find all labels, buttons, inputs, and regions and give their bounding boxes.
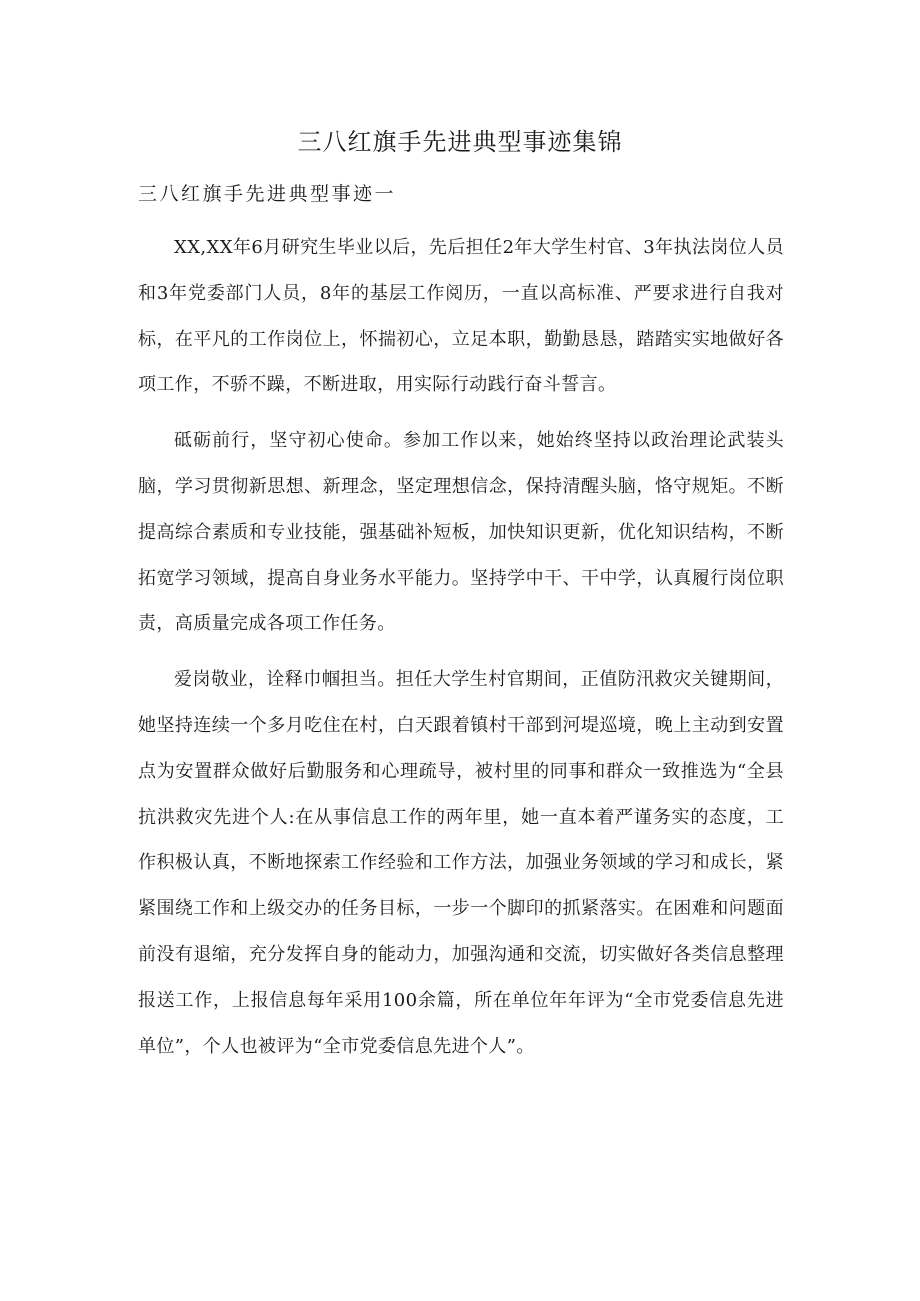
paragraph-dedication: 爱岗敬业，诠释巾帼担当。担任大学生村官期间，正值防汛救灾关键期间，她坚持连续一个多月吃住在村，白天跟着镇村干部到河堤巡境，晚上主动到安置点为安置群众做好后勤服务和心理疏导，被村里的同事和群众一致推选为“全县抗洪救灾先进个人:在从事信息工作的两年里，她一直本着严谨务实的态度，工作积极认真，不断地探索工作经验和工作方法，加强业务领域的学习和成长，紧紧围绕工作和上级交办的任务目标，一步一个脚印的抓紧落实。在困难和问题面前没有退缩，充分发挥自身的能动力，加强沟通和交流，切实做好各类信息整理报送工作，上报信息每年采用100余篇，所在单位年年评为“全市党委信息先进单位”，个人也被评为“全市党委信息先进个人”。 bbox=[138, 669, 784, 1057]
paragraph-intro: XX,XX年6月研究生毕业以后，先后担任2年大学生村官、3年执法岗位人员和3年党委部门人员，8年的基层工作阅历，一直以高标准、严要求进行自我对标，在平凡的工作岗位上，怀揣初心，立足本职，勤勤恳恳，踏踏实实地做好各项工作，不骄不躁，不断进取，用实际行动践行奋斗誓言。 bbox=[138, 237, 784, 396]
document-title: 三八红旗手先进典型事迹集锦 bbox=[297, 128, 623, 156]
paragraph-mission: 砥砺前行，坚守初心使命。参加工作以来，她始终坚持以政治理论武装头脑，学习贯彻新思想、新理念，坚定理想信念，保持清醒头脑，恪守规矩。不断提高综合素质和专业技能，强基础补短板，加快知识更新，优化知识结构，不断拓宽学习领域，提高自身业务水平能力。坚持学中干、干中学，认真履行岗位职责，高质量完成各项工作任务。 bbox=[138, 430, 784, 635]
section-heading: 三八红旗手先进典型事迹一 bbox=[138, 183, 397, 205]
document-body bbox=[138, 225, 784, 1079]
